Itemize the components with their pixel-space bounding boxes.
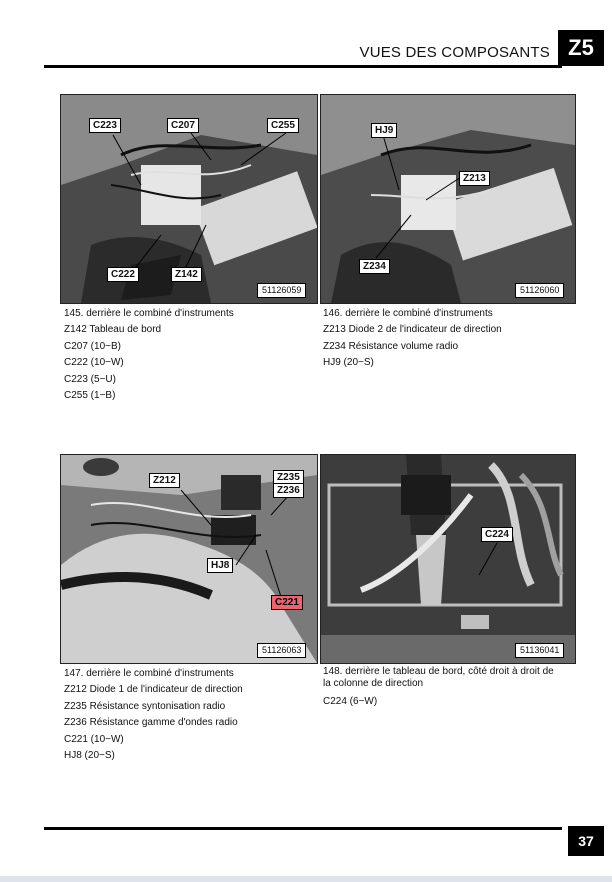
- callout-z213: Z213: [459, 171, 490, 186]
- caption-line: C224 (6−W): [323, 696, 378, 707]
- callout-z234: Z234: [359, 259, 390, 274]
- callout-c207: C207: [167, 118, 199, 133]
- callout-z236: Z236: [273, 483, 304, 498]
- callout-hj9: HJ9: [371, 123, 397, 138]
- photo-id: 51126063: [257, 643, 306, 658]
- photo-147: [60, 454, 318, 664]
- photo-id: 51126059: [257, 283, 306, 298]
- callout-z142: Z142: [171, 267, 202, 282]
- caption-line: Z235 Résistance syntonisation radio: [64, 700, 226, 712]
- caption-line: Z212 Diode 1 de l'indicateur de direction: [64, 684, 243, 696]
- caption-147: [64, 666, 243, 764]
- caption-146: [323, 306, 502, 372]
- photo-145: [60, 94, 318, 304]
- caption-line: Z213 Diode 2 de l'indicateur de direction: [323, 324, 502, 336]
- callout-c223: C223: [89, 118, 121, 133]
- photo-146: [320, 94, 576, 304]
- caption-line: 146. derrière le combiné d'instruments: [323, 308, 493, 319]
- section-badge: Z5: [558, 30, 604, 66]
- photo-id: 51126060: [515, 283, 564, 298]
- photo-148-illustration: [321, 455, 575, 663]
- page-title: VUES DES COMPOSANTS: [359, 44, 550, 61]
- callout-c222: C222: [107, 267, 139, 282]
- caption-line: C207 (10−B): [64, 340, 121, 352]
- footer-rule: [44, 827, 562, 830]
- caption-line: 147. derrière le combiné d'instruments: [64, 668, 234, 679]
- caption-line: C222 (10−W): [64, 357, 124, 369]
- bottom-strip: [0, 876, 612, 882]
- caption-148: [323, 666, 563, 710]
- caption-line: Z234 Résistance volume radio: [323, 340, 459, 352]
- caption-line: Z236 Résistance gamme d'ondes radio: [64, 717, 238, 729]
- caption-line: 145. derrière le combiné d'instruments: [64, 308, 234, 319]
- caption-line: 148. derrière le tableau de bord, côté droit à droit de la colonne de direction: [323, 666, 554, 689]
- callout-c224: C224: [481, 527, 513, 542]
- callout-c221: C221: [271, 595, 303, 610]
- caption-line: HJ8 (20−S): [64, 750, 115, 762]
- callout-z212: Z212: [149, 473, 180, 488]
- caption-line: C221 (10−W): [64, 733, 124, 745]
- photo-id: 51136041: [515, 643, 564, 658]
- page-number: 37: [568, 826, 604, 856]
- caption-line: C223 (5−U): [64, 373, 116, 385]
- caption-145: [64, 306, 234, 404]
- callout-c255: C255: [267, 118, 299, 133]
- callout-hj8: HJ8: [207, 558, 233, 573]
- caption-line: Z142 Tableau de bord: [64, 324, 162, 336]
- header-rule: [44, 65, 562, 68]
- callout-z235: Z235: [273, 470, 304, 485]
- caption-line: C255 (1−B): [64, 390, 116, 402]
- caption-line: HJ9 (20−S): [323, 357, 374, 369]
- photo-148: [320, 454, 576, 664]
